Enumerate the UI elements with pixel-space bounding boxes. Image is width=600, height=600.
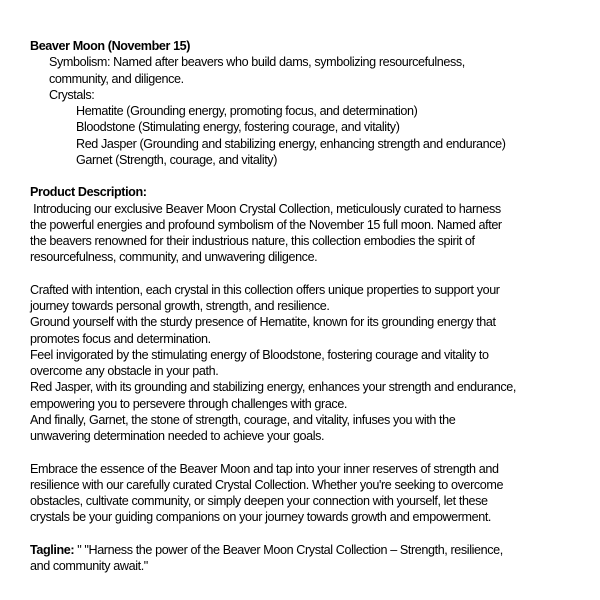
tagline-text: " "Harness the power of the Beaver Moon Crystal Collection – Strength, resilience, [74,542,503,557]
text-line: resilience with our carefully curated Crystal Collection. Whether you're seeking to overcome [30,477,504,492]
text-line: crystals be your guiding companions on your journey towards growth and empowerment. [30,510,492,525]
text-line: empowering you to persevere through challenges with grace. [30,396,348,411]
text-line: obstacles, cultivate community, or simply deepen your connection with yourself, let these [30,494,488,508]
text-line: community, and diligence. [49,71,184,86]
text-line: overcome any obstacle in your path. [30,364,219,378]
crystals-label: Crystals: [49,87,95,102]
product-description-heading: Product Description: [30,185,147,200]
text-line: the beavers renowned for their industrious nature, this collection embodies the spirit of [30,234,475,248]
text-line: journey towards personal growth, strength, and resilience. [30,299,330,313]
text-line: Red Jasper (Grounding and stabilizing energy, enhancing strength and endurance) [76,136,506,151]
text-line: Introducing our exclusive Beaver Moon Crystal Collection, meticulously curated to harness [30,201,501,216]
text-line: resourcefulness, community, and unwavering diligence. [30,250,318,265]
description-para-1 [30,201,594,266]
description-para-2 [30,282,594,445]
text-line: Feel invigorated by the stimulating energy of Bloodstone, fostering courage and vitality to [30,347,489,362]
text-line: And finally, Garnet, the stone of strength, courage, and vitality, infuses you with the [30,412,456,427]
text-line: Symbolism: Named after beavers who build dams, symbolizing resourcefulness, [49,55,465,70]
symbolism-lines [49,54,594,87]
text-line: promotes focus and determination. [30,331,211,346]
text-line: Hematite (Grounding energy, promoting focus, and determination) [76,104,418,118]
tagline-line-1 [30,542,594,558]
text-line: unwavering determination needed to achieve your goals. [30,429,325,443]
text-line: Red Jasper, with its grounding and stabilizing energy, enhances your strength and endurance, [30,380,516,395]
moon-title: Beaver Moon (November 15) [30,39,191,53]
text-line: Embrace the essence of the Beaver Moon and tap into your inner reserves of strength and [30,461,499,476]
text-line: Ground yourself with the sturdy presence of Hematite, known for its grounding energy that [30,315,496,330]
text-line: Crafted with intention, each crystal in this collection offers unique properties to support your [30,282,500,297]
text-line: Bloodstone (Stimulating energy, fostering courage, and vitality) [76,120,400,135]
description-para-3 [30,461,594,526]
text-line: the powerful energies and profound symbolism of the November 15 full moon. Named after [30,217,502,232]
tagline-label: Tagline: [30,542,75,557]
tagline-line-2: and community await." [30,559,148,573]
crystal-list [76,103,594,168]
text-line: Garnet (Strength, courage, and vitality) [76,152,278,167]
